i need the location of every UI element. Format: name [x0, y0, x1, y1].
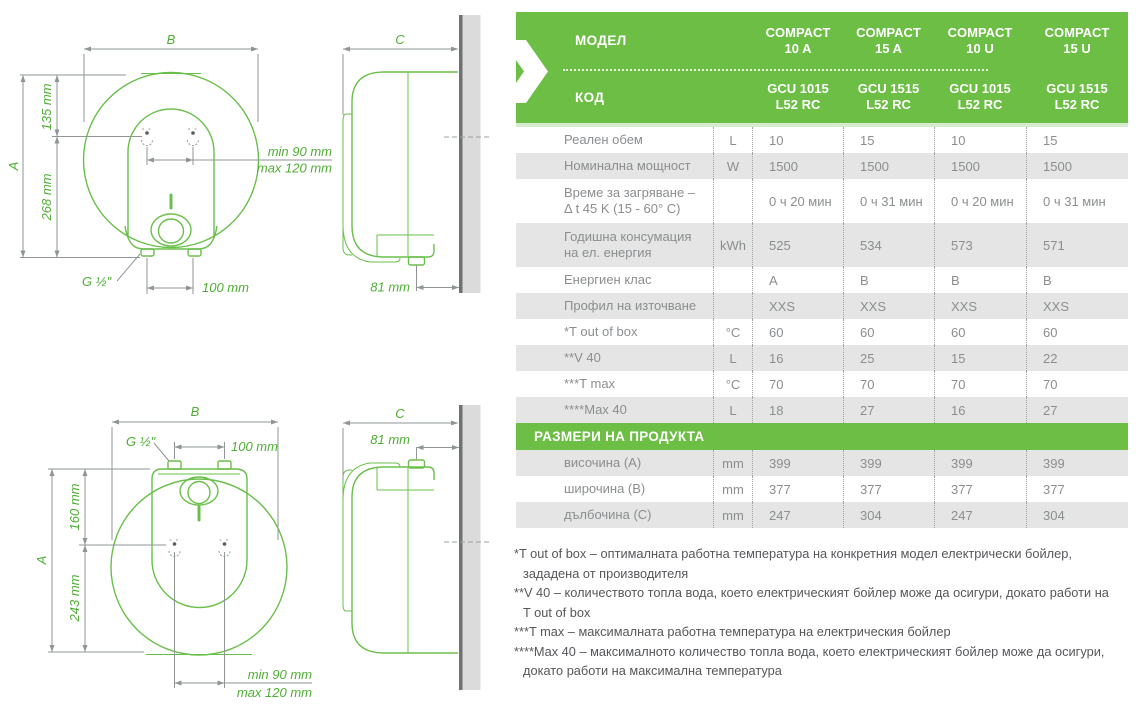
drawing-top-side [343, 15, 492, 295]
unit-cell: °C [713, 371, 753, 397]
value-cell: B [934, 267, 1026, 293]
table-row [516, 127, 1128, 153]
value-cell: 60 [843, 319, 934, 345]
mounting-hole-icon [142, 129, 153, 146]
dim-81-label: 81 mm [370, 279, 410, 295]
dim-width-label: B [166, 32, 176, 47]
value-cell: 15 [934, 345, 1026, 371]
pipe-left [168, 461, 181, 469]
row-label [516, 158, 713, 174]
value-cell: 0 ч 31 мин [1026, 179, 1128, 223]
row-label [516, 507, 713, 523]
product-code-line: L52 RC [1054, 97, 1100, 112]
row-label-line: Реален обем [564, 132, 643, 147]
table-row [516, 153, 1128, 179]
product-code-line: GCU 1015 [767, 81, 829, 96]
value-cell: 534 [843, 223, 934, 267]
product-code [843, 81, 934, 113]
row-label [516, 132, 713, 148]
value-cell: 60 [934, 319, 1026, 345]
model-name-line: 10 A [784, 40, 812, 56]
row-label-line: Δ t 45 K (15 - 60° C) [564, 201, 681, 216]
drawing-top-front [6, 32, 332, 295]
value-cell: 70 [769, 376, 784, 392]
row-label [516, 455, 713, 471]
value-cell: 247 [769, 507, 791, 523]
model-name-line: COMPACT [765, 24, 831, 40]
value-cell: 1500 [1026, 153, 1128, 179]
dim-135-label: 135 mm [39, 83, 54, 131]
value-cell: 377 [769, 481, 791, 497]
footnote: ****Max 40 – максималното количество топла вода, което електрическият бойлер може да осигури, докато работи на максимална температура [514, 643, 1105, 678]
dim-268-label: 268 mm [39, 173, 54, 221]
value-cell: 573 [934, 223, 1026, 267]
dim-depth-label: C [395, 406, 405, 421]
row-label-line: височина (A) [564, 455, 642, 470]
table-row [516, 476, 1128, 502]
table-row [516, 223, 1128, 267]
value-cell: 15 [843, 127, 934, 153]
table-row [516, 397, 1128, 423]
value-cell: A [769, 272, 778, 288]
spec-table [516, 12, 1128, 528]
value-cell: 304 [1026, 502, 1128, 528]
product-code-line: GCU 1515 [857, 81, 920, 96]
value-cell: 1500 [843, 153, 934, 179]
dim-243-label: 243 mm [67, 574, 82, 622]
table-header [516, 12, 1128, 123]
dim-min-label: min 90 mm [247, 667, 312, 682]
model-name [753, 25, 843, 57]
product-code-line: L52 RC [957, 97, 1003, 112]
dim-depth-label: C [395, 32, 405, 47]
value-cell: XXS [843, 293, 934, 319]
drawing-bottom-side [343, 405, 492, 690]
product-code-line: GCU 1515 [1046, 81, 1108, 96]
value-cell: XXS [1026, 293, 1128, 319]
row-label-line: **V 40 [564, 350, 601, 365]
row-label [516, 272, 713, 288]
row-label-line: ****Max 40 [564, 402, 627, 417]
table-row [516, 345, 1128, 371]
model-row [516, 12, 1128, 69]
value-cell: 399 [843, 450, 934, 476]
row-label-line: на ел. енергия [564, 245, 652, 260]
unit-cell: mm [713, 502, 753, 528]
wall-line [459, 405, 463, 690]
row-label-line: Номинална мощност [564, 158, 691, 173]
table-body [516, 127, 1128, 423]
footnote: ***T max – максималната работна температура на електрическия бойлер [514, 624, 951, 639]
footnotes [514, 544, 1114, 681]
dim-160-label: 160 mm [67, 483, 82, 531]
product-code-line: L52 RC [866, 97, 911, 112]
value-cell: 15 [1026, 127, 1128, 153]
value-cell: 399 [1026, 450, 1128, 476]
value-cell: 27 [1026, 397, 1128, 423]
row-label [516, 185, 713, 217]
unit-cell: L [713, 127, 753, 153]
row-label [516, 298, 713, 314]
mounting-hole-icon [188, 129, 199, 146]
thread-label: G ½" [82, 274, 112, 289]
table-row [516, 450, 1128, 476]
row-label-line: Енергиен клас [564, 272, 652, 287]
value-cell: 0 ч 20 мин [769, 193, 832, 209]
row-label [516, 229, 713, 261]
value-cell: B [1026, 267, 1128, 293]
table-row [516, 502, 1128, 528]
value-cell: 70 [1026, 371, 1128, 397]
value-cell: 16 [934, 397, 1026, 423]
model-name [843, 25, 934, 57]
dim-max-label: max 120 mm [236, 685, 312, 700]
row-label-line: дълбочина (C) [564, 507, 652, 522]
table-row [516, 293, 1128, 319]
row-label-line: Време за загряване – [564, 185, 696, 200]
unit-cell: L [713, 345, 753, 371]
table-row [516, 267, 1128, 293]
side-body-outline [352, 467, 458, 653]
code-row [516, 71, 1128, 123]
row-label [516, 350, 713, 366]
value-cell: 1500 [934, 153, 1026, 179]
value-cell: 399 [769, 455, 791, 471]
value-cell: 571 [1026, 223, 1128, 267]
model-name-line: 15 U [1063, 40, 1091, 56]
wall-band [463, 15, 481, 293]
model-name-line: 15 A [875, 40, 902, 56]
row-label [516, 402, 713, 418]
value-cell: 377 [1026, 476, 1128, 502]
value-cell: 25 [843, 345, 934, 371]
row-label-line: Годишна консумация [564, 229, 692, 244]
value-cell: 18 [769, 402, 784, 418]
product-code [753, 81, 843, 113]
model-row-label: МОДЕЛ [575, 33, 627, 48]
wall-bracket [343, 114, 352, 255]
product-code [934, 81, 1026, 113]
value-cell: 0 ч 20 мин [934, 179, 1026, 223]
value-cell: 70 [934, 371, 1026, 397]
dim-100-label: 100 mm [202, 280, 249, 295]
wall-bracket [343, 470, 352, 611]
brand-chevron-icon [516, 12, 576, 123]
value-cell: 70 [843, 371, 934, 397]
unit-cell: kWh [713, 223, 753, 267]
unit-cell: L [713, 397, 753, 423]
value-cell: 304 [843, 502, 934, 528]
mounting-plate [152, 560, 247, 608]
table-row [516, 179, 1128, 223]
product-code-line: L52 RC [775, 97, 821, 112]
value-cell: 27 [843, 397, 934, 423]
code-row-label: КОД [575, 89, 605, 105]
row-label [516, 481, 713, 497]
wall-line [459, 15, 463, 293]
product-code [1026, 81, 1128, 113]
dim-height-label: A [34, 555, 49, 565]
value-cell: 22 [1026, 345, 1128, 371]
dim-100-label: 100 mm [231, 439, 278, 454]
product-code-line: GCU 1015 [949, 81, 1011, 96]
row-label-line: широчина (B) [564, 481, 646, 496]
model-name-line: COMPACT [947, 24, 1013, 40]
model-name-line: COMPACT [1044, 24, 1110, 40]
row-label [516, 376, 713, 392]
pipe-right [188, 249, 201, 256]
thread-label: G ½" [126, 434, 156, 449]
value-cell: 60 [769, 324, 784, 340]
side-body-outline [352, 72, 458, 257]
dim-width-label: B [190, 404, 200, 419]
pipe-left [141, 249, 154, 256]
row-label-line: Профил на източване [564, 298, 697, 313]
value-cell: XXS [934, 293, 1026, 319]
drawing-bottom-front [34, 404, 312, 700]
dim-max-label: max 120 mm [256, 160, 332, 176]
value-cell: 16 [769, 350, 784, 366]
pipe-right [218, 461, 231, 469]
unit-cell [713, 267, 753, 293]
value-cell: 377 [843, 476, 934, 502]
footnote: *T out of box – оптималната работна температура на конкретния модел електрически бойлер, зададена от производителя [514, 546, 1072, 581]
section-band: РАЗМЕРИ НА ПРОДУКТА [516, 423, 1128, 450]
value-cell: 377 [934, 476, 1026, 502]
technical-drawings [0, 0, 516, 704]
value-cell: 60 [1026, 319, 1128, 345]
model-name-line: 10 U [966, 40, 994, 56]
row-label-line: *T out of box [564, 324, 638, 339]
value-cell: 525 [769, 237, 791, 253]
unit-cell: °C [713, 319, 753, 345]
value-cell: 247 [934, 502, 1026, 528]
row-label-line: ***T max [564, 376, 616, 391]
value-cell: 10 [934, 127, 1026, 153]
value-cell: 0 ч 31 мин [843, 179, 934, 223]
value-cell: 1500 [769, 158, 798, 174]
unit-cell: mm [713, 476, 753, 502]
unit-cell: mm [713, 450, 753, 476]
wall-band [463, 405, 481, 690]
value-cell: B [843, 267, 934, 293]
table-body-dimensions [516, 450, 1128, 528]
model-name-line: COMPACT [856, 24, 921, 40]
dim-height-label: A [6, 161, 21, 171]
row-label [516, 324, 713, 340]
unit-cell [713, 293, 753, 319]
value-cell: XXS [769, 298, 796, 314]
footnote: **V 40 – количеството топла вода, което електрическият бойлер може да осигури, докато работи на T out of box [514, 585, 1109, 620]
dim-min-label: min 90 mm [267, 144, 332, 159]
model-name [934, 25, 1026, 57]
dim-81-label: 81 mm [370, 432, 410, 447]
value-cell: 399 [934, 450, 1026, 476]
value-cell: 10 [769, 132, 784, 148]
table-row [516, 371, 1128, 397]
model-name [1026, 25, 1128, 57]
side-pipe-stub [409, 257, 425, 265]
unit-cell [713, 179, 753, 223]
table-row [516, 319, 1128, 345]
unit-cell: W [713, 153, 753, 179]
